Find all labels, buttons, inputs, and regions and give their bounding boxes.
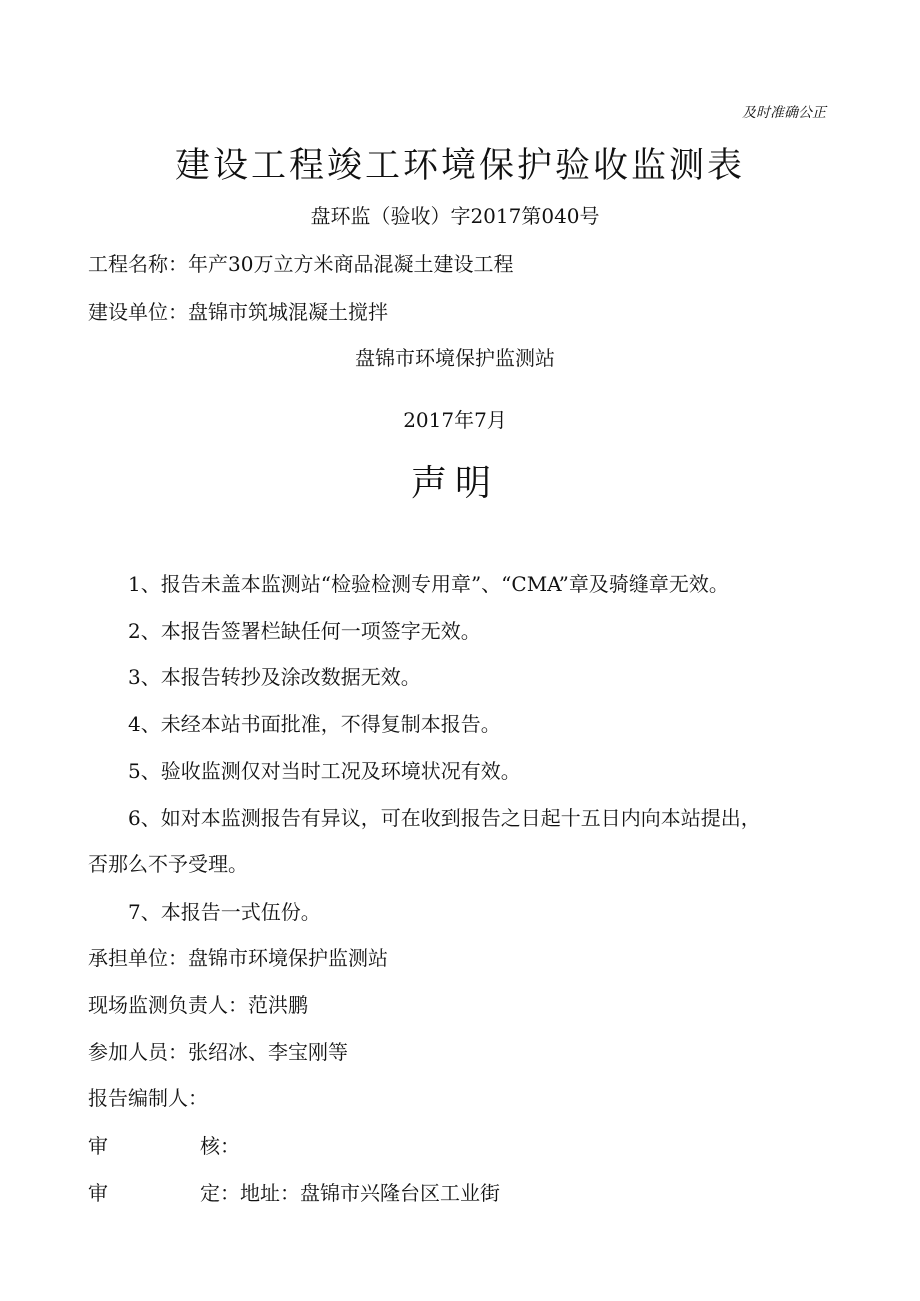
responsible-unit: 承担单位：盘锦市环境保护监测站 [88,946,388,970]
statement-item: 1、报告未盖本监测站“检验检测专用章”、“CMA”章及骑缝章无效。 [128,572,729,596]
approver-label-a: 审 [88,1181,108,1205]
statement-title: 声明 [410,463,499,504]
statement-item: 5、验收监测仅对当时工况及环境状况有效。 [128,759,521,783]
project-name-label: 工程名称： [88,252,188,276]
header-slogan: 及时准确公正 [742,105,826,121]
statement-item: 7、本报告一式伍份。 [128,900,321,924]
reviewer-label-b: 核： [200,1134,240,1158]
field-lead: 现场监测负责人：范洪鹏 [88,993,308,1017]
project-name-value: 年产30万立方米商品混凝土建设工程 [188,252,514,276]
statement-item-continuation: 否那么不予受理。 [88,852,248,876]
builder-row [88,296,388,325]
statement-item: 2、本报告签署栏缺任何一项签字无效。 [128,619,481,643]
reviewer-row [88,1130,240,1159]
document-title: 建设工程竣工环境保护验收监测表 [174,146,745,186]
statement-item: 4、未经本站书面批准，不得复制本报告。 [128,712,501,736]
builder-value: 盘锦市筑城混凝土搅拌 [188,300,388,324]
reviewer-label-a: 审 [88,1134,108,1158]
document-number: 盘环监（验收）字2017第040号 [310,204,600,228]
report-date: 2017年7月 [403,408,507,432]
issuer-name: 盘锦市环境保护监测站 [355,346,555,370]
report-author: 报告编制人： [88,1086,208,1110]
builder-label: 建设单位： [88,300,188,324]
project-name-row [88,248,513,277]
approver-label-b: 定：地址：盘锦市兴隆台区工业街 [200,1181,500,1205]
statement-item: 3、本报告转抄及涂改数据无效。 [128,665,421,689]
participants: 参加人员：张绍冰、李宝刚等 [88,1040,348,1064]
statement-item: 6、如对本监测报告有异议，可在收到报告之日起十五日内向本站提出， [128,806,761,830]
approver-row [88,1177,500,1206]
